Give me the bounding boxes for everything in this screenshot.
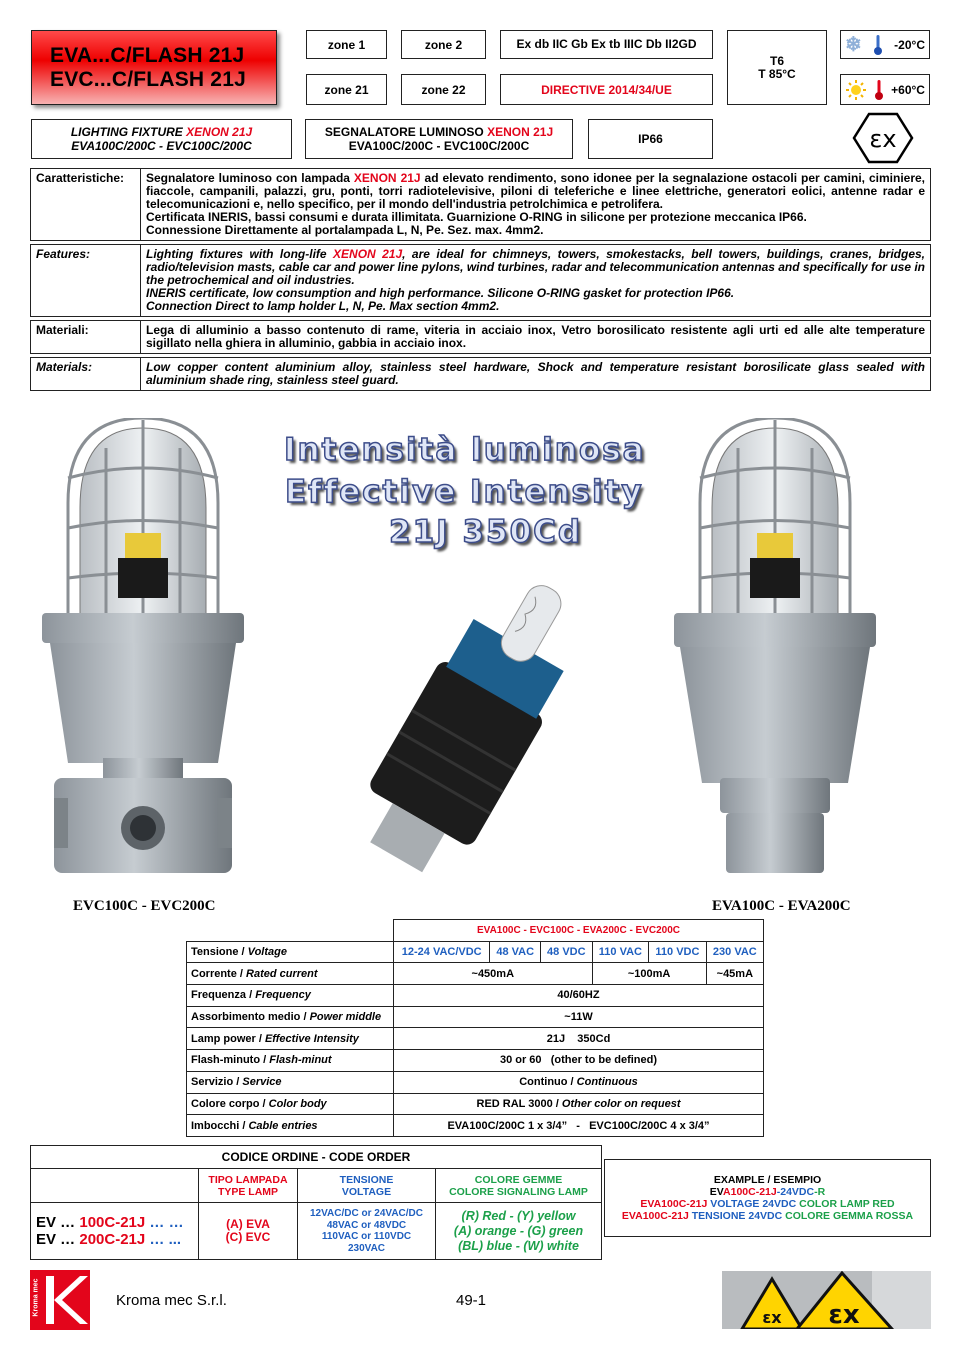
cable-entries-value: EVA100C/200C 1 x 3/4” - EVC100C/200C 4 x 3/4”: [394, 1115, 764, 1137]
service-value: Continuo / Continuous: [394, 1071, 764, 1093]
svg-text:εx: εx: [762, 1308, 782, 1327]
zone-2-badge: zone 2: [401, 30, 486, 59]
materials-label: Materials:: [31, 358, 141, 391]
intensity-headline-1: Intensità luminosa: [284, 432, 646, 468]
features-label: Features:: [31, 245, 141, 317]
kroma-logo: [30, 1270, 90, 1330]
xenon-lamp-insert-photo: [295, 558, 635, 878]
materials-text: Low copper content aluminium alloy, stainless steel hardware, Shock and temperature resistant borosilicate glass sealed with aluminium shade ring, stainless steel guard.: [141, 358, 931, 391]
materiali-label: Materiali:: [31, 321, 141, 354]
spec-row: Flash-minuto / Flash-minut 30 or 60 (other to be defined): [187, 1050, 764, 1072]
product-title: [31, 30, 277, 105]
materiali-row: [31, 321, 931, 354]
temperature-class: [727, 30, 827, 105]
description-table: [30, 168, 931, 391]
spec-models-header: EVA100C - EVC100C - EVA200C - EVC200C: [394, 920, 764, 942]
svg-text:εx: εx: [828, 1300, 860, 1329]
spec-current-row: [187, 963, 764, 985]
example-title: EXAMPLE / ESEMPIO: [713, 1174, 822, 1186]
col-voltage: TENSIONE VOLTAGE: [298, 1169, 436, 1203]
caratteristiche-text: Segnalatore luminoso con lampada XENON 21J ad elevato rendimento, sono idonee per la segnalazione ostacoli per camini, ciminiere, fiaccole, campanili, palazzi, gru, ponti, torri radiotelevisive, piloni di teleferiche e linee elettriche, generatori eolici, antenne radar e telecomunicazioni e, nello specifico, per il mondo dell'industria petrolchimica e petrolifera. Certificata INERIS, bassi consumi e durata illimitata. Guarnizione O-RING in silicone per protezione meccanica IP66. Connessione Direttamente al portalampada L, N, Pe. Sez. max. 4mm2.: [141, 169, 931, 241]
voltage-110vac: 110 VAC: [592, 941, 649, 963]
zone-1-badge: zone 1: [306, 30, 387, 59]
color-body-value: RED RAL 3000 / Other color on request: [394, 1093, 764, 1115]
zone-22-badge: zone 22: [401, 74, 486, 105]
caption-eva: EVA100C - EVA200C: [712, 898, 851, 914]
features-text: Lighting fixtures with long-life XENON 21J, are ideal for chimneys, towers, smokestacks, bell towers, buildings, cranes, bridges, radio/television masts, cable car and power line pylons, wind turbines, radar and telecommunication antennas and specifically for use in the petrochemical and oil industries. INERIS certificate, low consumption and high performance. Silicone O-RING gasket for protection IP66. Connection Direct to lamp holder L, N, Pe. Max section 4mm2.: [141, 245, 931, 317]
lighting-fixture-label: LIGHTING FIXTURE XENON 21J EVA100C/200C - EVC100C/200C: [31, 119, 292, 159]
lamp-values: (A) EVA (C) EVC: [199, 1203, 298, 1260]
ip-rating: IP66: [588, 119, 713, 159]
spec-row: Lamp power / Effective Intensity 21J 350Cd: [187, 1028, 764, 1050]
high-temp-value: +60°C: [891, 82, 925, 97]
lamp-eva-photo: [660, 418, 890, 888]
atex-signs-photo: [722, 1271, 931, 1329]
spec-row: Servizio / Service Continuo / Continuous: [187, 1071, 764, 1093]
page-number: 49-1: [456, 1292, 487, 1309]
example-line-en: EVA100C-21J VOLTAGE 24VDC COLOR LAMP RED: [640, 1198, 895, 1210]
directive-label: DIRECTIVE 2014/34/UE: [500, 74, 713, 105]
voltage-230vac: 230 VAC: [706, 941, 763, 963]
col-color: COLORE GEMME COLORE SIGNALING LAMP: [436, 1169, 602, 1203]
caption-evc: EVC100C - EVC200C: [73, 898, 216, 914]
intensity-headline-2: Effective Intensity: [285, 474, 644, 510]
example-box: [604, 1159, 931, 1237]
intensity-value: 21J 350Cd: [394, 1028, 764, 1050]
spec-row: Colore corpo / Color body RED RAL 3000 / Other color on request: [187, 1093, 764, 1115]
voltage-48vac: 48 VAC: [490, 941, 541, 963]
high-temp-box: [840, 74, 930, 105]
materials-row: [31, 358, 931, 391]
current-110v: ~100mA: [592, 963, 706, 985]
xenon-label: XENON 21J: [186, 125, 253, 139]
atex-ex-icon: [851, 111, 915, 165]
temp-class: T6: [769, 53, 784, 68]
models-label: EVA100C/200C - EVC100C/200C: [71, 139, 252, 153]
current-low-voltage: ~450mA: [394, 963, 593, 985]
low-temp-box: [840, 30, 930, 59]
order-code-table: [30, 1145, 602, 1260]
segnalatore-label: SEGNALATORE LUMINOSO XENON 21J EVA100C/200C - EVC100C/200C: [305, 119, 573, 159]
spec-row: Frequenza / Frequency 40/60HZ: [187, 985, 764, 1007]
order-codes: EV … 100C-21J … … EV … 200C-21J … ...: [31, 1203, 199, 1260]
spec-voltage-row: [187, 941, 764, 963]
spec-row: Imbocchi / Cable entries EVA100C/200C 1 x 3/4” - EVC100C/200C 4 x 3/4”: [187, 1115, 764, 1137]
voltage-110vdc: 110 VDC: [649, 941, 707, 963]
power-value: ~11W: [394, 1006, 764, 1028]
spec-table: [186, 919, 764, 1137]
lamp-evc-photo: [28, 418, 258, 898]
title-line-1: EVA...C/FLASH 21J: [50, 43, 245, 67]
frequency-value: 40/60HZ: [394, 985, 764, 1007]
xenon-label-it: XENON 21J: [487, 125, 554, 139]
intensity-headline-3: 21J 350Cd: [389, 514, 583, 550]
spec-row: Assorbimento medio / Power middle ~11W: [187, 1006, 764, 1028]
example-code: EVA100C-21J-24VDC-R: [709, 1186, 826, 1198]
svg-text:εx: εx: [869, 125, 897, 153]
caratteristiche-row: [31, 169, 931, 241]
ex-marking: Ex db IIC Gb Ex tb IIIC Db II2GD: [500, 30, 713, 59]
current-label: Corrente / Rated current: [187, 963, 394, 985]
voltage-12-24: 12-24 VAC/VDC: [394, 941, 490, 963]
temp-max: T 85°C: [758, 66, 796, 81]
color-values: (R) Red - (Y) yellow (A) orange - (G) green (BL) blue - (W) white: [436, 1203, 602, 1260]
features-row: [31, 245, 931, 317]
example-line-it: EVA100C-21J TENSIONE 24VDC COLORE GEMMA ROSSA: [621, 1210, 914, 1222]
voltage-48vdc: 48 VDC: [541, 941, 593, 963]
zone-21-badge: zone 21: [306, 74, 387, 105]
company-name: Kroma mec S.r.l.: [116, 1292, 227, 1309]
snowflake-icon: ❄: [845, 34, 862, 56]
caratteristiche-label: Caratteristiche:: [31, 169, 141, 241]
low-temp-value: -20°C: [894, 37, 925, 52]
title-line-2: EVC...C/FLASH 21J: [50, 67, 246, 91]
models-label-it: EVA100C/200C - EVC100C/200C: [348, 139, 530, 153]
thermometer-hot-icon: [874, 79, 884, 101]
flash-value: 30 or 60 (other to be defined): [394, 1050, 764, 1072]
voltage-label: Tensione / Voltage: [187, 941, 394, 963]
thermometer-cold-icon: [873, 34, 883, 56]
order-title: CODICE ORDINE - CODE ORDER: [31, 1146, 602, 1169]
materiali-text: Lega di alluminio a basso contenuto di rame, viteria in acciaio inox, Vetro borosilicato resistente agli urti ed alle alte temperature sigillato nella ghiera in alluminio, gabbia in acciaio inox.: [141, 321, 931, 354]
sun-icon: [845, 79, 867, 101]
spec-header-row: [187, 920, 764, 942]
logo-text: Kroma mec: [32, 1278, 40, 1317]
col-lamp-type: TIPO LAMPADA TYPE LAMP: [199, 1169, 298, 1203]
voltage-values: 12VAC/DC or 24VAC/DC 48VAC or 48VDC 110VAC or 110VDC 230VAC: [298, 1203, 436, 1260]
current-230v: ~45mA: [706, 963, 763, 985]
